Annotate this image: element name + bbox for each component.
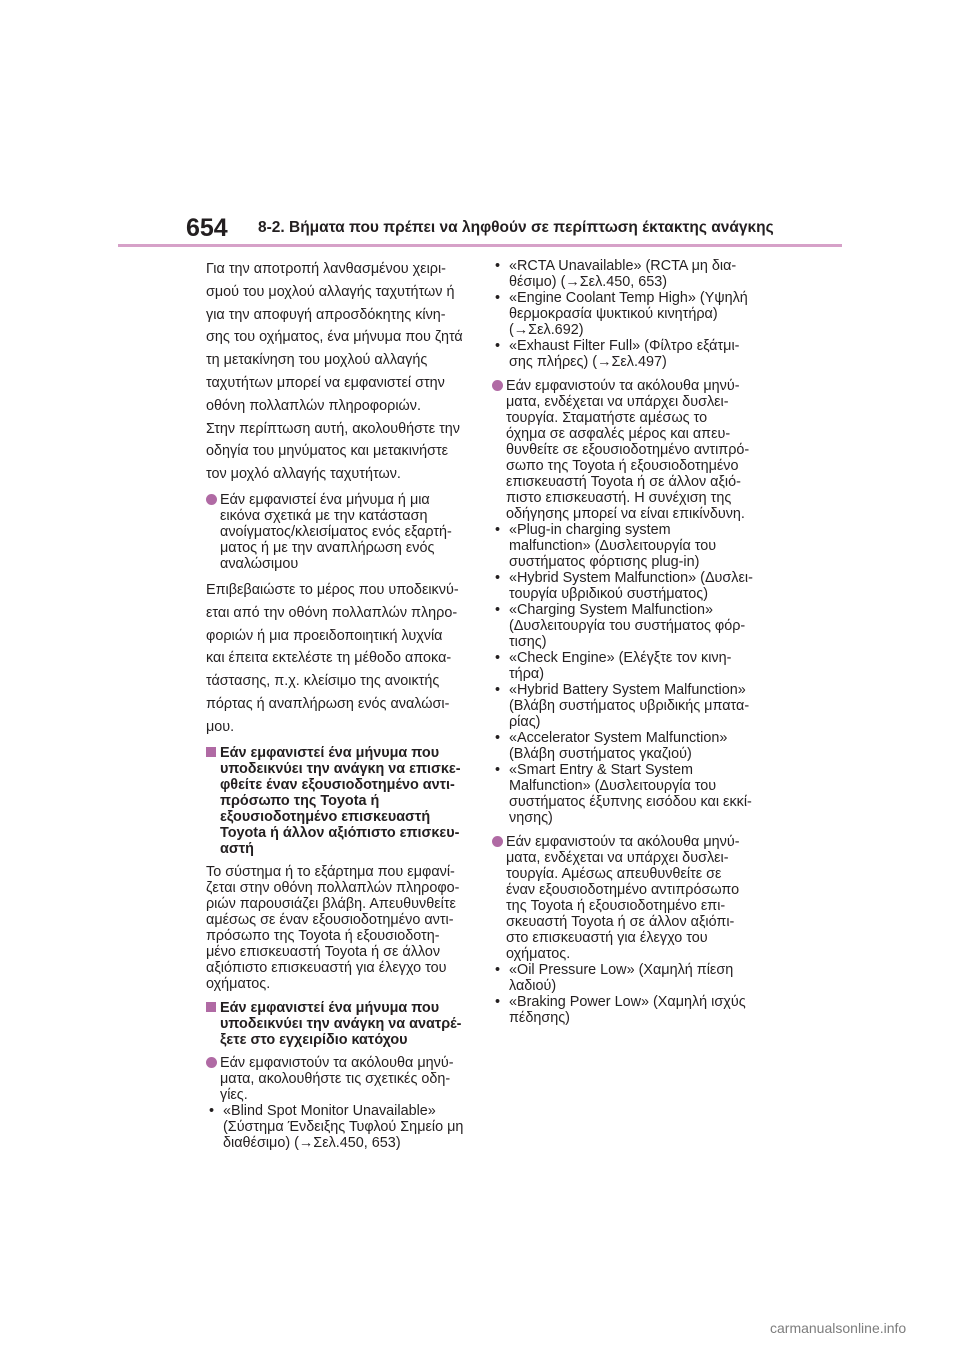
list-item — [492, 338, 764, 370]
bullet-dot-icon — [206, 1055, 217, 1072]
bullet-point-icon: • — [495, 570, 501, 586]
text-line: «RCTA Unavailable» (RCTA μη δια- — [509, 258, 737, 274]
text-line: ξετε στο εγχειρίδιο κατόχου — [220, 1031, 408, 1048]
dot-heading-4 — [492, 834, 764, 962]
text-line: τήρα) — [509, 666, 544, 682]
text-line: σης πλήρες) (→Σελ.497) — [509, 354, 667, 370]
header-divider — [118, 244, 842, 247]
text-line: οδηγία του μηνύματος και μετακινήστε — [206, 443, 449, 460]
text-line: οδήγησης μπορεί να είναι επικίνδυνη. — [506, 506, 745, 522]
bullet-point-icon: • — [495, 602, 501, 618]
bullet-point-icon: • — [495, 762, 501, 778]
dot-paragraph-1 — [206, 579, 468, 739]
bullet-point-icon: • — [495, 650, 501, 666]
bullet-point-icon: • — [495, 682, 501, 698]
square-paragraph-1 — [206, 864, 468, 992]
text-line: «Plug-in charging system — [509, 522, 671, 538]
bullet-dot-icon — [206, 492, 217, 509]
text-line: αστή — [220, 840, 254, 857]
bullet-point-icon: • — [495, 290, 501, 306]
text-line: ρίας) — [509, 714, 541, 730]
text-line: πόρτας ή αναπλήρωση ενός αναλώσι- — [206, 695, 450, 712]
text-line: Το σύστημα ή το εξάρτημα που εμφανί- — [206, 863, 455, 880]
list-item — [492, 602, 764, 650]
bullet-list-left — [206, 1103, 468, 1151]
text-line: υποδεικνύει την ανάγκη να ανατρέ- — [220, 1015, 462, 1032]
text-line: Επιβεβαιώστε το μέρος που υποδεικνύ- — [206, 581, 459, 598]
text-line: σκευαστή Toyota ή σε άλλον αξιόπι- — [506, 914, 735, 930]
intro-paragraph — [206, 258, 468, 486]
dot-heading-2 — [206, 1055, 468, 1103]
text-line: «Check Engine» (Ελέγξτε τον κινη- — [509, 650, 732, 666]
text-line: Στην περίπτωση αυτή, ακολουθήστε την — [206, 420, 461, 437]
text-line: Εάν εμφανιστούν τα ακόλουθα μηνύ- — [506, 378, 740, 394]
bullet-point-icon: • — [495, 994, 501, 1010]
right-column — [492, 258, 764, 1026]
text-line: εται από την οθόνη πολλαπλών πληρο- — [206, 604, 458, 621]
text-line: μου. — [206, 718, 235, 735]
text-line: τουργία. Σταματήστε αμέσως το — [506, 410, 708, 426]
list-item — [492, 522, 764, 570]
page-header — [0, 0, 960, 250]
text-line: ματα, ενδέχεται να υπάρχει δυσλει- — [506, 394, 729, 410]
list-item — [492, 650, 764, 682]
text-line: «Hybrid System Malfunction» (Δυσλει- — [509, 570, 753, 586]
list-item — [492, 762, 764, 826]
text-line: τουργία υβριδικού συστήματος) — [509, 586, 709, 602]
text-line: «Engine Coolant Temp High» (Υψηλή — [509, 290, 748, 306]
text-line: τον μοχλό αλλαγής ταχυτήτων. — [206, 466, 401, 483]
text-line: σμού του μοχλού αλλαγής ταχυτήτων ή — [206, 283, 455, 300]
text-line: οχήματος. — [506, 946, 571, 962]
text-line: malfunction» (Δυσλειτουργία του — [509, 538, 717, 554]
text-line: Εάν εμφανιστούν τα ακόλουθα μηνύ- — [506, 834, 740, 850]
text-line: όχημα σε ασφαλές μέρος και απευ- — [506, 426, 731, 442]
dot-heading-3 — [492, 378, 764, 522]
text-line: σωπο της Toyota ή εξουσιοδοτημένο — [506, 458, 739, 474]
bullet-list-a — [492, 258, 764, 370]
text-line: ανοίγματος/κλεισίματος ενός εξαρτή- — [220, 523, 452, 540]
list-item — [492, 994, 764, 1026]
text-line: τουργία. Αμέσως απευθυνθείτε σε — [506, 866, 722, 882]
text-line: πρόσωπο της Toyota ή εξουσιοδοτη- — [206, 927, 440, 944]
text-line: εξουσιοδοτημένο επισκευαστή — [220, 808, 431, 825]
text-line: «Exhaust Filter Full» (Φίλτρο εξάτμι- — [509, 338, 740, 354]
bullet-dot-icon — [492, 378, 503, 395]
bullet-point-icon: • — [209, 1102, 215, 1119]
list-item — [492, 682, 764, 730]
list-item — [492, 290, 764, 338]
bullet-point-icon: • — [495, 522, 501, 538]
list-item — [492, 730, 764, 762]
list-item — [206, 1103, 468, 1151]
text-line: Toyota ή άλλον αξιόπιστο επισκευ- — [220, 824, 460, 841]
left-column — [206, 258, 468, 1151]
text-line: αναλώσιμου — [220, 555, 299, 572]
section-title: 8-2. Βήματα που πρέπει να ληφθούν σε περίπτωση έκτακτης ανάγκης — [258, 219, 774, 236]
text-line: «Braking Power Low» (Χαμηλή ισχύς — [509, 994, 746, 1010]
text-line: ζεται στην οθόνη πολλαπλών πληροφο- — [206, 879, 460, 896]
text-line: της Toyota ή εξουσιοδοτημένο επι- — [506, 898, 726, 914]
bullet-point-icon: • — [495, 258, 501, 274]
text-line: τη μετακίνηση του μοχλού αλλαγής — [206, 352, 428, 369]
text-line: μένο επισκευαστή Toyota ή σε άλλον — [206, 943, 441, 960]
text-line: στο επισκευαστή για έλεγχο του — [506, 930, 708, 946]
text-line: τισης) — [509, 634, 547, 650]
text-line: για την αποφυγή απροσδόκητης κίνη- — [206, 306, 446, 323]
text-line: νησης) — [509, 810, 553, 826]
text-line: «Charging System Malfunction» — [509, 602, 713, 618]
page-number: 654 — [186, 214, 228, 242]
text-line: εικόνα σχετικά με την κατάσταση — [220, 507, 428, 524]
text-line: «Hybrid Battery System Malfunction» — [509, 682, 746, 698]
bullet-square-icon — [206, 745, 216, 761]
bullet-square-icon — [206, 1000, 216, 1016]
list-item — [492, 258, 764, 290]
text-line: Εάν εμφανιστεί ένα μήνυμα που — [220, 999, 440, 1016]
text-line: λαδιού) — [509, 978, 557, 994]
list-item — [492, 962, 764, 994]
watermark: carmanualsonline.info — [770, 1320, 907, 1336]
text-line: οθόνη πολλαπλών πληροφοριών. — [206, 397, 421, 414]
text-line: θέσιμο) (→Σελ.450, 653) — [509, 274, 668, 290]
text-line: πιστο επισκευαστή. Η συνέχιση της — [506, 490, 732, 506]
text-line: Εάν εμφανιστούν τα ακόλουθα μηνύ- — [220, 1054, 454, 1071]
dot-heading-1 — [206, 492, 468, 572]
text-line: (Σύστημα Ένδειξης Τυφλού Σημείο μη — [223, 1118, 464, 1135]
text-line: (Βλάβη συστήματος γκαζιού) — [509, 746, 692, 762]
text-line: (→Σελ.692) — [509, 322, 584, 338]
bullet-point-icon: • — [495, 962, 501, 978]
bullet-dot-icon — [492, 834, 503, 851]
list-item — [492, 570, 764, 602]
text-line: ταχυτήτων μπορεί να εμφανιστεί στην — [206, 374, 445, 391]
text-line: θυνθείτε σε εξουσιοδοτημένο αντιπρό- — [506, 442, 750, 458]
text-line: συστήματος έξυπνης εισόδου και εκκί- — [509, 794, 752, 810]
bullet-point-icon: • — [495, 730, 501, 746]
text-line: θερμοκρασία ψυκτικού κινητήρα) — [509, 306, 718, 322]
text-line: Για την αποτροπή λανθασμένου χειρι- — [206, 261, 446, 277]
text-line: σης του οχήματος, ένα μήνυμα που ζητά — [206, 329, 463, 346]
text-line: «Accelerator System Malfunction» — [509, 730, 728, 746]
text-line: ματα, ενδέχεται να υπάρχει δυσλει- — [506, 850, 729, 866]
text-line: διαθέσιμο) (→Σελ.450, 653) — [223, 1134, 401, 1151]
text-line: (Βλάβη συστήματος υβριδικής μπατα- — [509, 698, 750, 714]
text-line: συστήματος φόρτισης plug-in) — [509, 554, 700, 570]
text-line: φθείτε έναν εξουσιοδοτημένο αντι- — [220, 776, 455, 793]
text-line: ματος ή με την αναπλήρωση ενός — [220, 539, 435, 556]
bullet-list-b — [492, 522, 764, 826]
square-heading-2 — [206, 1000, 468, 1048]
text-line: Εάν εμφανιστεί ένα μήνυμα που — [220, 744, 440, 761]
text-line: «Blind Spot Monitor Unavailable» — [223, 1102, 436, 1119]
bullet-list-c — [492, 962, 764, 1026]
text-line: και έπειτα εκτελέστε τη μέθοδο αποκα- — [206, 650, 452, 667]
text-line: έναν εξουσιοδοτημένο αντιπρόσωπο — [506, 882, 740, 898]
text-line: Εάν εμφανιστεί ένα μήνυμα ή μια — [220, 491, 430, 508]
text-line: Malfunction» (Δυσλειτουργία του — [509, 778, 717, 794]
text-line: γίες. — [220, 1086, 248, 1103]
text-line: ριών παρουσιάζει βλάβη. Απευθυνθείτε — [206, 895, 456, 912]
text-line: πέδησης) — [509, 1010, 570, 1026]
text-line: αμέσως σε έναν εξουσιοδοτημένο αντι- — [206, 911, 454, 928]
text-line: ματα, ακολουθήστε τις σχετικές οδη- — [220, 1070, 451, 1087]
text-line: «Smart Entry & Start System — [509, 762, 693, 778]
text-line: φοριών ή μια προειδοποιητική λυχνία — [206, 627, 443, 644]
text-line: τάστασης, π.χ. κλείσιμο της ανοικτής — [206, 673, 440, 690]
text-line: οχήματος. — [206, 975, 271, 992]
text-line: πρόσωπο της Toyota ή — [220, 792, 380, 809]
text-line: επισκευαστή Toyota ή σε άλλον αξιό- — [506, 474, 741, 490]
text-line: «Oil Pressure Low» (Χαμηλή πίεση — [509, 962, 734, 978]
bullet-point-icon: • — [495, 338, 501, 354]
text-line: (Δυσλειτουργία του συστήματος φόρ- — [509, 618, 746, 634]
text-line: αξιόπιστο επισκευαστή για έλεγχο του — [206, 959, 447, 976]
square-heading-1 — [206, 745, 468, 857]
text-line: υποδεικνύει την ανάγκη να επισκε- — [220, 760, 461, 777]
